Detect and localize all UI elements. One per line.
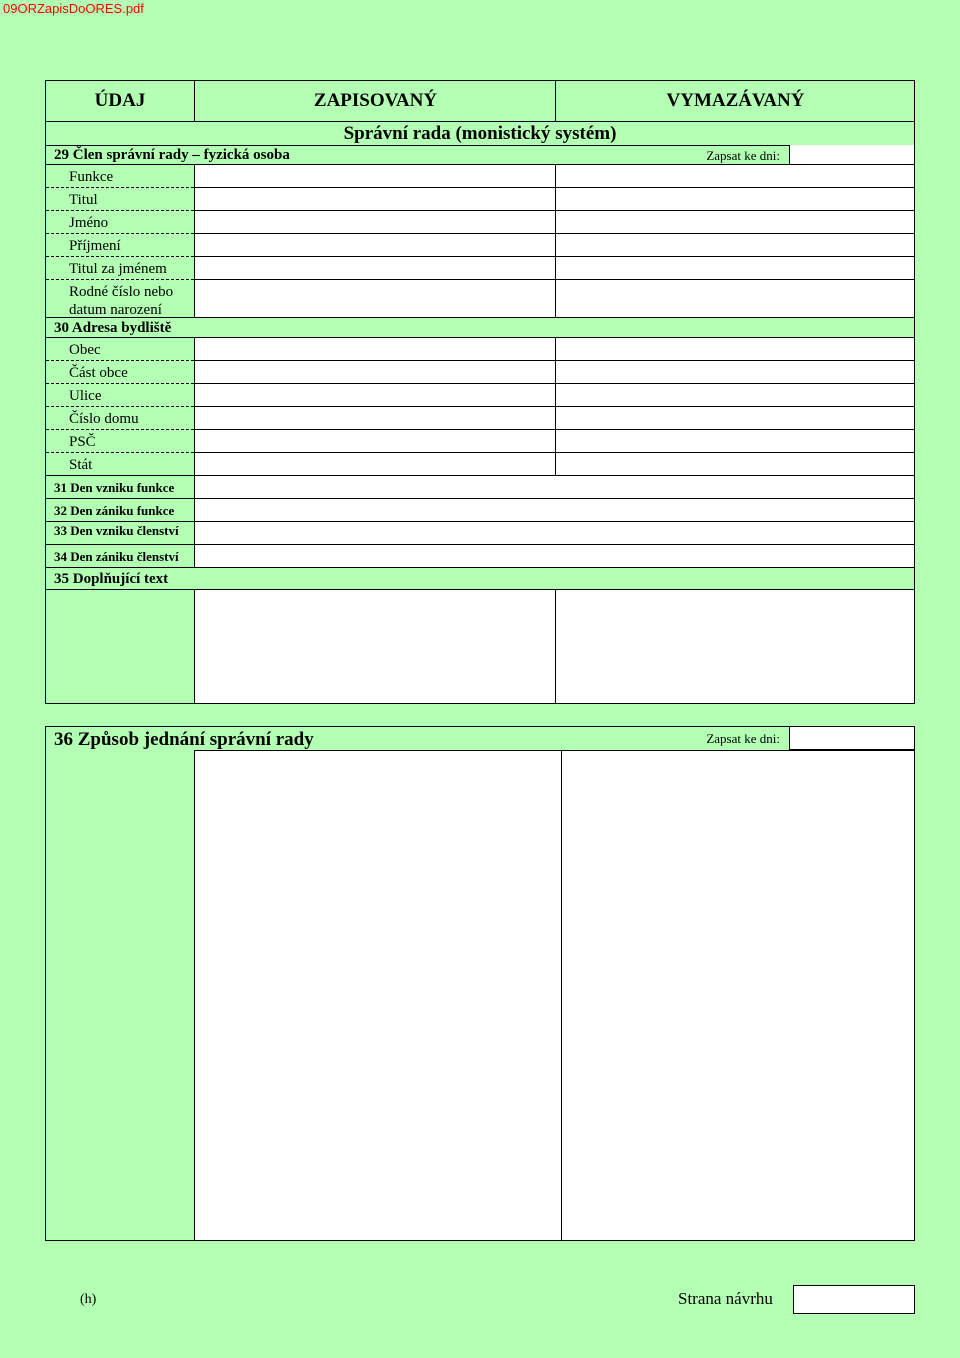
cast-obce-vymazavany-input[interactable]	[555, 361, 914, 384]
field-row-funkce	[46, 165, 914, 188]
header-vymazavany: VYMAZÁVANÝ	[555, 81, 915, 121]
den-vzniku-funkce-input[interactable]	[194, 476, 914, 499]
cast-obce-zapisovany-input[interactable]	[194, 361, 555, 384]
field-label-den-vzniku-clenstvi: 33 Den vzniku členství	[54, 523, 179, 538]
field-label-titul: Titul	[69, 192, 98, 208]
zpusob-jednani-zapisovany-input[interactable]	[194, 750, 561, 1240]
field-row-rodne-cislo	[46, 280, 914, 318]
zapsat-ke-dni-label: Zapsat ke dni:	[706, 148, 780, 163]
field-row-den-zaniku-funkce	[46, 499, 914, 522]
field-row-den-vzniku-clenstvi	[46, 522, 914, 545]
zapsat-ke-dni-input-36[interactable]	[789, 727, 914, 750]
item-35-header	[46, 568, 914, 590]
field-label-rodne-cislo: Rodné číslo nebo datum narození	[69, 284, 174, 318]
zpusob-jednani-vymazavany-input[interactable]	[561, 750, 914, 1240]
psc-vymazavany-input[interactable]	[555, 430, 914, 453]
field-label-stat: Stát	[69, 457, 93, 473]
field-label-cislo-domu: Číslo domu	[69, 411, 139, 427]
item-30-title: 30 Adresa bydliště	[54, 320, 172, 336]
jmeno-zapisovany-input[interactable]	[194, 211, 555, 234]
obec-zapisovany-input[interactable]	[194, 338, 555, 361]
funkce-zapisovany-input[interactable]	[194, 165, 555, 188]
field-label-den-zaniku-clenstvi: 34 Den zániku členství	[54, 549, 179, 564]
field-label-prijmeni: Příjmení	[69, 238, 121, 254]
cislo-domu-vymazavany-input[interactable]	[555, 407, 914, 430]
rodne-cislo-zapisovany-input[interactable]	[194, 280, 555, 318]
psc-zapisovany-input[interactable]	[194, 430, 555, 453]
den-zaniku-funkce-input[interactable]	[194, 499, 914, 522]
stat-vymazavany-input[interactable]	[555, 453, 914, 476]
footer-page-label: Strana návrhu	[678, 1289, 773, 1308]
header-udaj: ÚDAJ	[94, 90, 146, 111]
rodne-cislo-vymazavany-input[interactable]	[555, 280, 914, 318]
doplnujici-text-vymazavany-input[interactable]	[555, 590, 914, 703]
field-row-cislo-domu	[46, 407, 914, 430]
item-30-header	[46, 318, 914, 338]
zapsat-ke-dni-input[interactable]	[789, 145, 914, 164]
ulice-zapisovany-input[interactable]	[194, 384, 555, 407]
field-row-den-vzniku-funkce	[46, 476, 914, 499]
ulice-vymazavany-input[interactable]	[555, 384, 914, 407]
stat-zapisovany-input[interactable]	[194, 453, 555, 476]
zapsat-ke-dni-label-36: Zapsat ke dni:	[706, 731, 780, 746]
titul-zapisovany-input[interactable]	[194, 188, 555, 211]
field-label-den-vzniku-funkce: 31 Den vzniku funkce	[54, 480, 175, 495]
titul-vymazavany-input[interactable]	[555, 188, 914, 211]
field-row-titul	[46, 188, 914, 211]
item-35-title: 35 Doplňující text	[54, 571, 169, 587]
footer-h-label: (h)	[80, 1292, 97, 1307]
doplnujici-text-row	[46, 590, 914, 703]
prijmeni-vymazavany-input[interactable]	[555, 234, 914, 257]
den-vzniku-clenstvi-input[interactable]	[194, 522, 914, 545]
titul-za-jmenem-vymazavany-input[interactable]	[555, 257, 914, 280]
funkce-vymazavany-input[interactable]	[555, 165, 914, 188]
field-label-den-zaniku-funkce: 32 Den zániku funkce	[54, 503, 175, 518]
field-row-cast-obce	[46, 361, 914, 384]
den-zaniku-clenstvi-input[interactable]	[194, 545, 914, 568]
field-row-ulice	[46, 384, 914, 407]
field-row-titul-za-jmenem	[46, 257, 914, 280]
item-29-title: 29 Člen správní rady – fyzická osoba	[54, 147, 290, 163]
field-row-prijmeni	[46, 234, 914, 257]
prijmeni-zapisovany-input[interactable]	[194, 234, 555, 257]
titul-za-jmenem-zapisovany-input[interactable]	[194, 257, 555, 280]
item-36-title: 36 Způsob jednání správní rady	[54, 729, 314, 750]
field-label-cast-obce: Část obce	[69, 365, 128, 381]
field-label-titul-za-jmenem: Titul za jménem	[69, 261, 167, 277]
field-label-jmeno: Jméno	[69, 215, 109, 231]
field-label-obec: Obec	[69, 342, 101, 358]
field-row-den-zaniku-clenstvi	[46, 545, 914, 568]
field-row-psc	[46, 430, 914, 453]
table-header	[45, 80, 915, 122]
field-label-funkce: Funkce	[69, 169, 114, 185]
cislo-domu-zapisovany-input[interactable]	[194, 407, 555, 430]
header-zapisovany: ZAPISOVANÝ	[194, 81, 556, 121]
field-row-jmeno	[46, 211, 914, 234]
field-row-obec	[46, 338, 914, 361]
page-number-input[interactable]	[793, 1285, 915, 1314]
section-zpusob-jednani	[45, 726, 915, 1241]
section-title: Správní rada (monistický systém)	[46, 122, 914, 146]
item-29-header	[46, 145, 914, 165]
section-board-members	[45, 122, 915, 704]
field-label-psc: PSČ	[69, 434, 96, 450]
obec-vymazavany-input[interactable]	[555, 338, 914, 361]
file-name: 09ORZapisDoORES.pdf	[3, 1, 144, 16]
doplnujici-text-zapisovany-input[interactable]	[194, 590, 555, 703]
field-label-ulice: Ulice	[69, 388, 102, 404]
jmeno-vymazavany-input[interactable]	[555, 211, 914, 234]
field-row-stat	[46, 453, 914, 476]
